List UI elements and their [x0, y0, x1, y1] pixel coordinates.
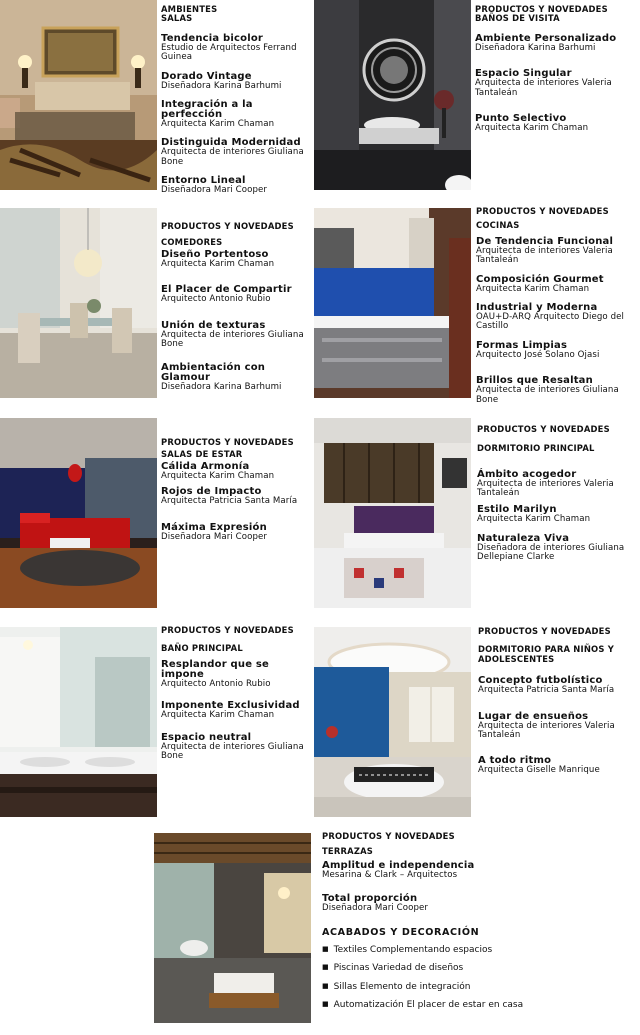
- block-heading: COCINAS: [476, 220, 520, 231]
- article-link[interactable]: Tendencia bicolor Estudio de Arquitectos Ferrand Guinea: [161, 32, 297, 63]
- block-kicker: PRODUCTOS Y NOVEDADES: [476, 206, 609, 216]
- article-link[interactable]: Espacio neutral Arquitecta de interiores Giuliana Bone: [161, 731, 304, 762]
- block-kicker: PRODUCTOS Y NOVEDADES: [322, 831, 455, 841]
- photo-comedores: [0, 208, 157, 398]
- block-heading: SALAS DE ESTAR: [161, 449, 243, 460]
- article-link[interactable]: Resplandor que se impone Arquitecto Antonio Rubio: [161, 658, 271, 689]
- photo-salas-de-estar: [0, 418, 157, 608]
- acabados-item[interactable]: ■ Piscinas Variedad de diseños: [322, 963, 622, 973]
- photo-salas: [0, 0, 157, 190]
- block-heading: BAÑO PRINCIPAL: [161, 643, 243, 654]
- article-link[interactable]: Distinguida Modernidad Arquitecta de interiores Giuliana Bone: [161, 137, 304, 167]
- block-banos-de-visita: [475, 5, 635, 142]
- article-link[interactable]: Concepto futbolístico Arquitecta Patricia Santa María: [478, 675, 615, 696]
- article-link[interactable]: Unión de texturas Arquitecta de interiores Giuliana Bone: [161, 319, 304, 350]
- article-link[interactable]: Entorno Lineal Diseñadora Mari Cooper: [161, 175, 268, 196]
- article-link[interactable]: El Placer de Compartir Arquitecto Antonio Rubio: [161, 284, 292, 305]
- photo-bano-principal: [0, 627, 157, 817]
- article-link[interactable]: Rojos de Impacto Arquitecta Patricia Santa María: [161, 486, 298, 507]
- article-link[interactable]: Estilo Marilyn Arquitecta Karim Chaman: [477, 503, 591, 524]
- article-link[interactable]: Lugar de ensueños Arquitecta de interiores Valeria Tantaleán: [478, 710, 615, 741]
- article-link[interactable]: Total proporción Diseñadora Mari Cooper: [322, 893, 429, 914]
- article-link[interactable]: Formas Limpias Arquitecto José Solano Ojasi: [476, 339, 600, 360]
- block-kicker: PRODUCTOS Y NOVEDADES: [477, 424, 610, 434]
- article-link[interactable]: Integración a la perfección Arquitecta Karim Chaman: [161, 99, 275, 130]
- block-kicker: PRODUCTOS Y NOVEDADES: [478, 626, 611, 636]
- article-link[interactable]: Ambientación con Glamour Diseñadora Karina Barhumi: [161, 362, 282, 393]
- photo-dormitorio-principal: [314, 418, 471, 608]
- article-link[interactable]: De Tendencia Funcional Arquitecta de interiores Valeria Tantaleán: [476, 235, 614, 266]
- article-link[interactable]: Brillos que Resaltan Arquitecta de interiores Giuliana Bone: [476, 375, 619, 405]
- block-dormitorio-principal: [477, 425, 637, 572]
- article-link[interactable]: Ámbito acogedor Arquitecta de interiores Valeria Tantaleán: [477, 468, 614, 499]
- photo-dormitorio-ninos: [314, 627, 471, 817]
- article-link[interactable]: Punto Selectivo Arquitecta Karim Chaman: [475, 113, 589, 134]
- block-heading: DORMITORIO PARA NIÑOS Y ADOLESCENTES: [478, 644, 614, 664]
- block-salas: [161, 5, 311, 205]
- block-kicker: PRODUCTOS Y NOVEDADES: [475, 4, 608, 14]
- article-link[interactable]: Ambiente Personalizado Diseñadora Karina Barhumi: [475, 32, 617, 53]
- acabados-item[interactable]: ■ Automatización El placer de estar en casa: [322, 1000, 622, 1010]
- article-link[interactable]: Naturaleza Viva Diseñadora de interiores Giuliana Dellepiane Clarke: [477, 533, 625, 563]
- block-kicker: AMBIENTES: [161, 4, 218, 14]
- block-comedores: [161, 222, 311, 402]
- block-heading: SALAS: [161, 13, 193, 24]
- block-terrazas: [322, 832, 622, 1019]
- block-heading: COMEDORES: [161, 237, 223, 248]
- acabados-item[interactable]: ■ Textiles Complementando espacios: [322, 945, 622, 955]
- photo-banos-de-visita: [314, 0, 471, 190]
- block-heading: BAÑOS DE VISITA: [475, 13, 560, 24]
- article-link[interactable]: Industrial y Moderna OAU+D-ARQ Arquitecto Diego del Castillo: [476, 302, 625, 332]
- acabados-item[interactable]: ■ Sillas Elemento de integración: [322, 982, 622, 992]
- article-link[interactable]: Diseño Portentoso Arquitecta Karim Chaman: [161, 248, 275, 269]
- block-kicker: PRODUCTOS Y NOVEDADES: [161, 221, 294, 231]
- article-link[interactable]: Espacio Singular Arquitecta de interiores Valeria Tantaleán: [475, 68, 612, 98]
- article-link[interactable]: Máxima Expresión Diseñadora Mari Cooper: [161, 521, 268, 542]
- block-salas-de-estar: [161, 438, 311, 551]
- block-heading: TERRAZAS: [322, 846, 373, 857]
- photo-cocinas: [314, 208, 471, 398]
- photo-terrazas: [154, 833, 311, 1023]
- acabados-heading: ACABADOS Y DECORACIÓN: [322, 926, 480, 938]
- block-heading: DORMITORIO PRINCIPAL: [477, 443, 595, 454]
- block-kicker: PRODUCTOS Y NOVEDADES: [161, 437, 294, 447]
- article-link[interactable]: Dorado Vintage Diseñadora Karina Barhumi: [161, 70, 282, 91]
- article-link[interactable]: Amplitud e independencia Mesarina & Clark – Arquitectos: [322, 859, 475, 880]
- article-link[interactable]: A todo ritmo Arquitecta Giselle Manrique: [478, 755, 600, 776]
- article-link[interactable]: Composición Gourmet Arquitecta Karim Chaman: [476, 273, 604, 294]
- block-dormitorio-ninos: [478, 627, 636, 785]
- block-kicker: PRODUCTOS Y NOVEDADES: [161, 625, 294, 635]
- block-cocinas: [476, 207, 636, 414]
- block-bano-principal: [161, 626, 311, 770]
- article-link[interactable]: Imponente Exclusividad Arquitecta Karim Chaman: [161, 700, 300, 721]
- article-link[interactable]: Cálida Armonía Arquitecta Karim Chaman: [161, 460, 275, 481]
